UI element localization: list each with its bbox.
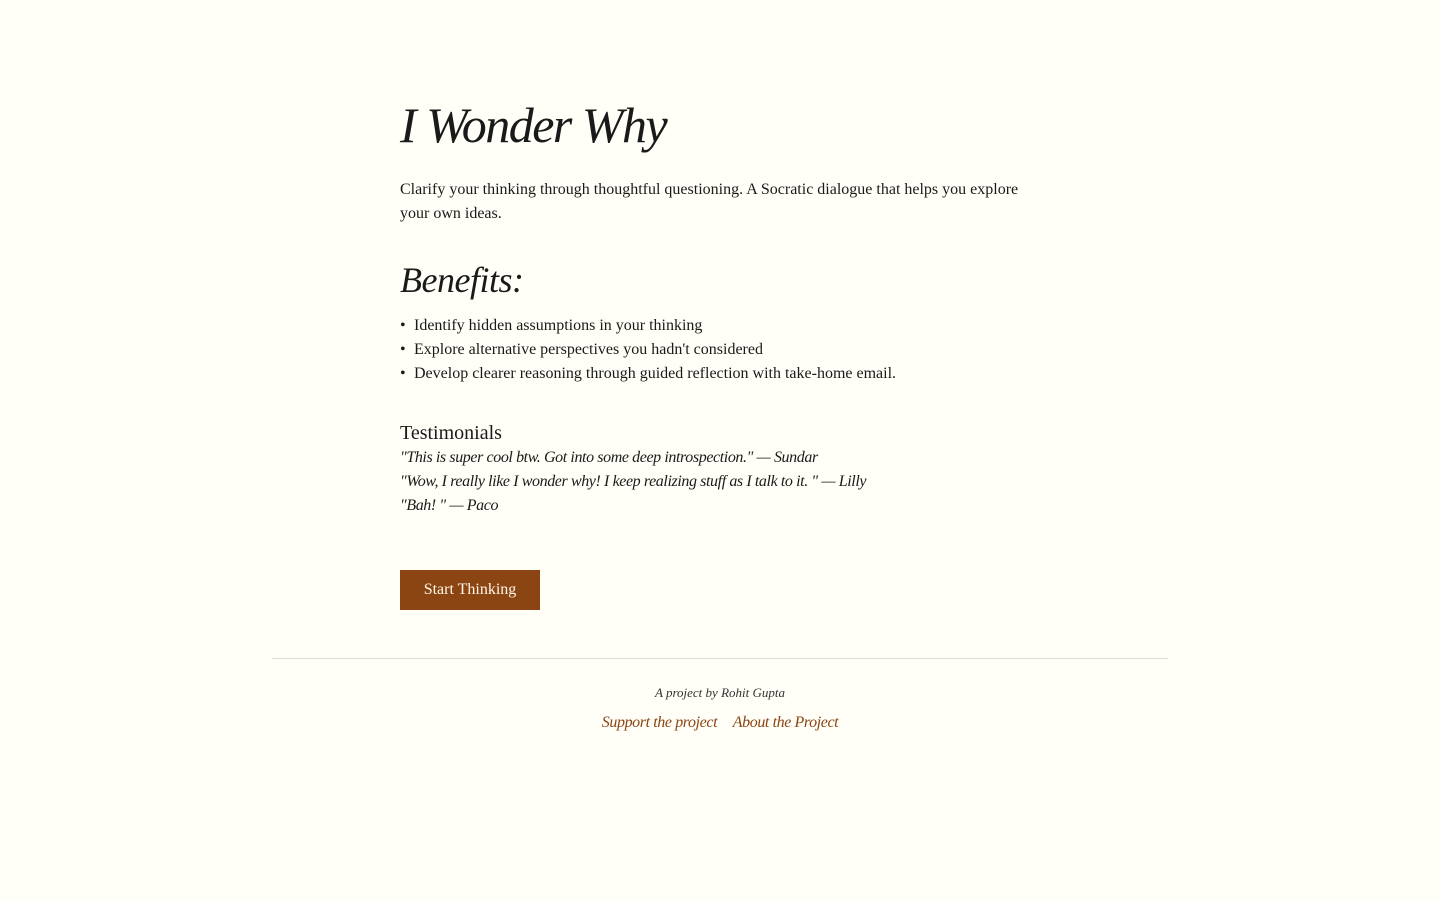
testimonial-item: "This is super cool btw. Got into some deep introspection." — Sundar [400, 449, 818, 466]
main-content [400, 92, 1060, 518]
footer-divider [272, 658, 1168, 659]
benefit-item [400, 314, 1060, 338]
bullet-icon: • [400, 317, 406, 334]
testimonials-list [400, 446, 1060, 518]
testimonial-item: "Bah! " — Paco [400, 497, 499, 514]
testimonial-item: "Wow, I really like I wonder why! I keep realizing stuff as I talk to it. " — Lilly [400, 473, 867, 490]
intro-text: Clarify your thinking through thoughtful questioning. A Socratic dialogue that helps you explore your own ideas. [400, 181, 1019, 222]
footer-credit: A project by Rohit Gupta [655, 685, 785, 700]
page-title: I Wonder Why [400, 97, 667, 153]
benefit-item [400, 338, 1060, 362]
start-thinking-button[interactable]: Start Thinking [400, 570, 540, 610]
benefit-text: Identify hidden assumptions in your thinking [414, 317, 703, 334]
about-project-link[interactable]: About the Project [732, 714, 839, 731]
bullet-icon: • [400, 341, 406, 358]
support-project-link[interactable]: Support the project [601, 714, 718, 731]
footer-links [0, 712, 1440, 734]
footer [0, 683, 1440, 734]
benefit-text: Explore alternative perspectives you hadn't considered [414, 341, 763, 358]
benefits-heading: Benefits: [400, 260, 524, 300]
testimonials-heading: Testimonials [400, 422, 502, 444]
benefit-text: Develop clearer reasoning through guided reflection with take-home email. [414, 365, 897, 382]
bullet-icon: • [400, 365, 406, 382]
benefits-list [400, 314, 1060, 386]
benefit-item [400, 362, 1060, 386]
